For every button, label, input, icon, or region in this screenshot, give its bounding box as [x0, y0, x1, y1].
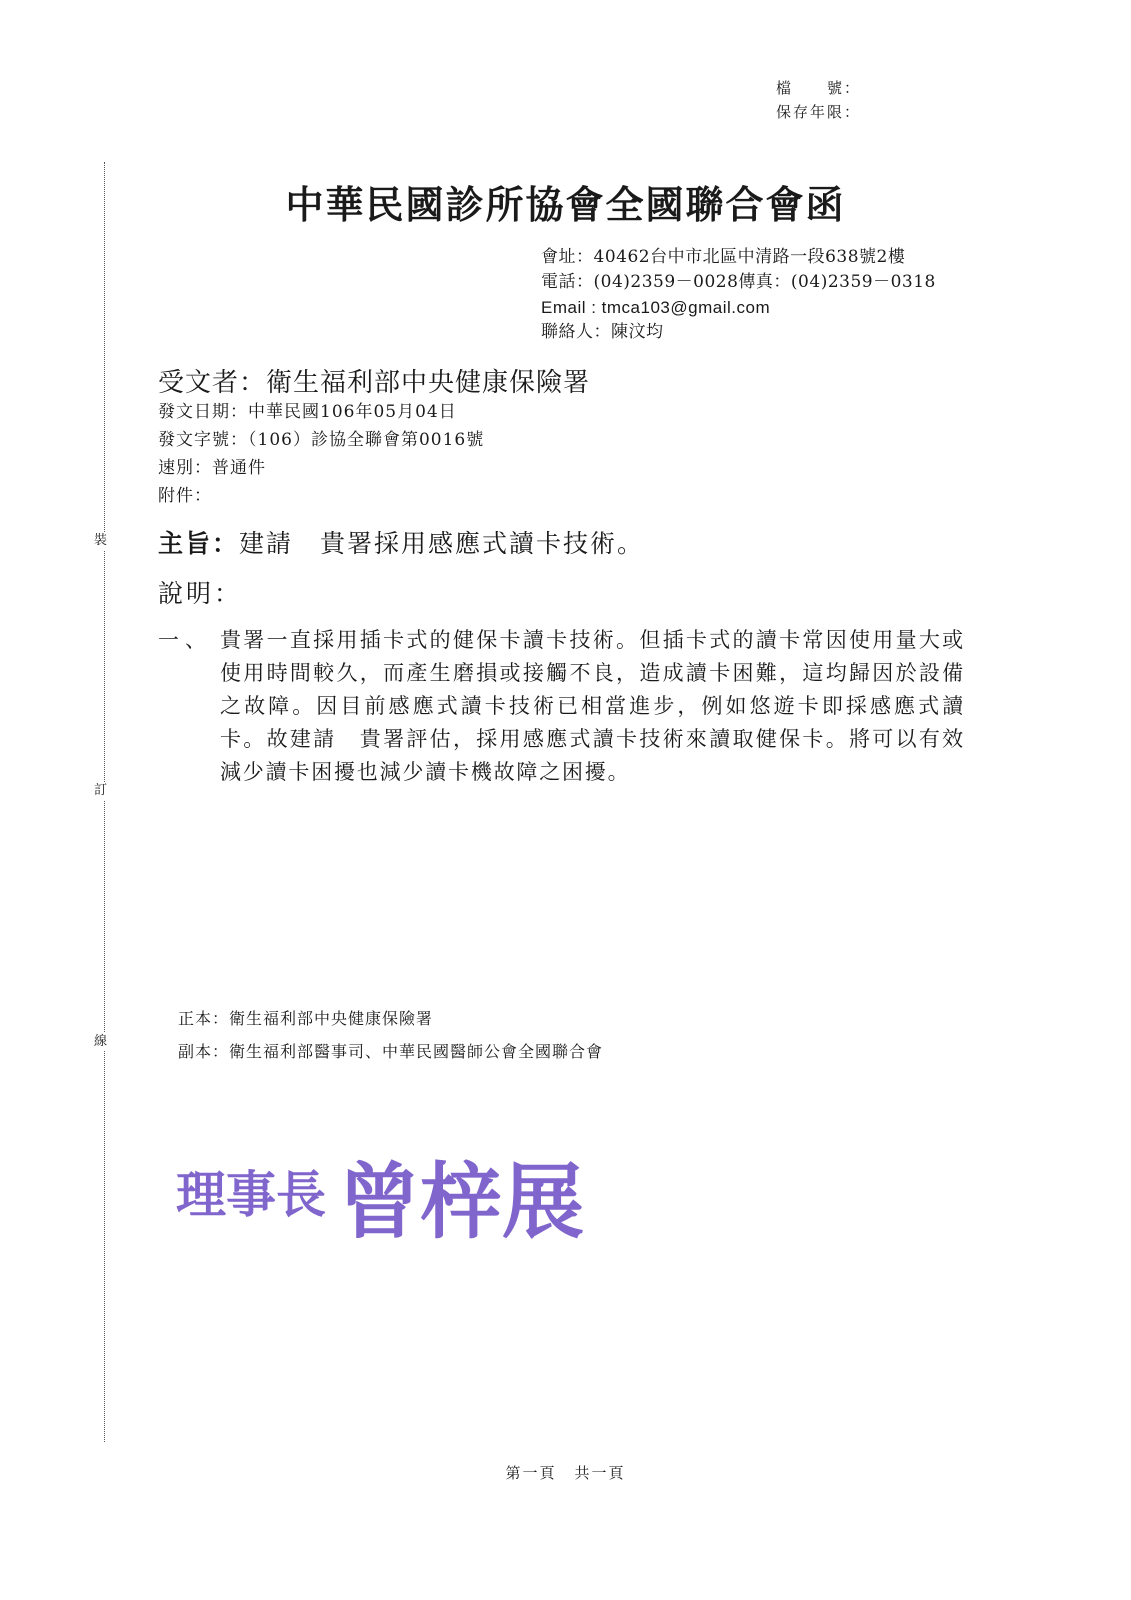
issue-date: 發文日期：中華民國106年05月04日	[158, 402, 457, 422]
document-number: 發文字號：（106）診協全聯會第0016號	[158, 430, 485, 450]
signature-name: 曾梓展	[338, 1154, 585, 1250]
document-meta	[158, 398, 484, 510]
attachment: 附件：	[158, 486, 212, 506]
file-info	[776, 76, 861, 124]
subject-label: 主旨：	[158, 529, 240, 558]
binding-mark-zhuang: 裝	[94, 533, 108, 548]
item-number: 一、	[158, 628, 212, 652]
page-total: 共一頁	[574, 1464, 626, 1482]
signature-stamp	[170, 1150, 610, 1250]
document-title: 中華民國診所協會全國聯合會函	[285, 182, 846, 227]
page-footer	[0, 1462, 1131, 1483]
phone-fax-line: 電話：(04)2359－0028傳真：(04)2359－0318	[541, 272, 936, 292]
binding-mark-ding: 訂	[94, 783, 108, 798]
item-text: 貴署一直採用插卡式的健保卡讀卡技術。但插卡式的讀卡常因使用量大或使用時間較久，而產生磨損或接觸不良，造成讀卡困難，這均歸因於設備之故障。因目前感應式讀卡技術已相當進步，例如悠遊卡即採感應式讀卡。故建請 貴署評估，採用感應式讀卡技術來讀取健保卡。將可以有效減少讀卡困擾也減少讀卡機故障之困擾。	[220, 628, 965, 784]
address-line: 會址：40462台中市北區中清路一段638號2樓	[541, 247, 906, 267]
binding-line	[104, 162, 105, 1442]
file-number-label: 檔 號：	[776, 79, 862, 97]
retention-period-label: 保存年限：	[776, 103, 862, 121]
speed-class: 速別：普通件	[158, 458, 266, 478]
cc-original: 正本：衛生福利部中央健康保險署	[178, 1009, 434, 1028]
cc-copy: 副本：衛生福利部醫事司、中華民國醫師公會全國聯合會	[178, 1042, 604, 1061]
subject-line	[158, 524, 644, 560]
contact-person-line: 聯絡人：陳汶均	[541, 322, 664, 342]
binding-mark-xian: 線	[94, 1034, 108, 1049]
signature-title: 理事長	[176, 1165, 326, 1224]
contact-block	[541, 245, 936, 345]
explanation-heading: 說明：	[158, 579, 243, 608]
subject-text: 建請 貴署採用感應式讀卡技術。	[239, 529, 645, 558]
page-number: 第一頁	[505, 1464, 557, 1482]
recipient: 受文者：衛生福利部中央健康保險署	[158, 368, 591, 398]
email-line: Email : tmca103@gmail.com	[541, 298, 771, 317]
cc-block	[178, 1002, 603, 1068]
